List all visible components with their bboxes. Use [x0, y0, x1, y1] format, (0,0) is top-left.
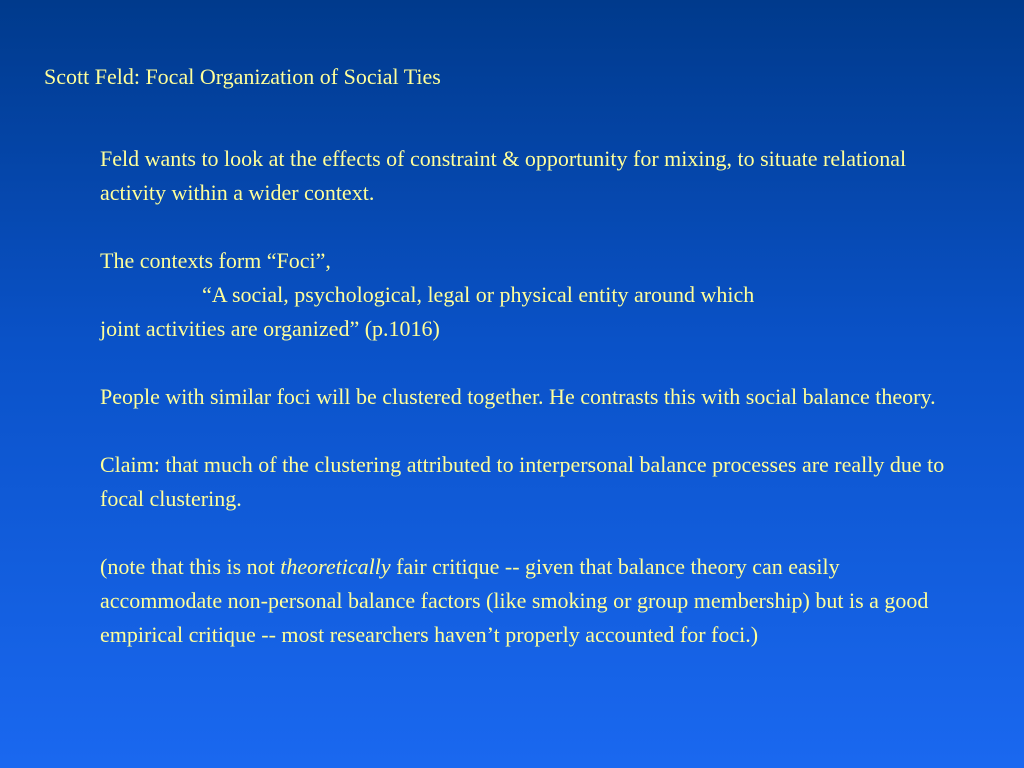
note-text-after: fair critique -- given that balance theory can easily accommodate non-personal balance factors (like smoking or group membership) but is a good empirical critique -- most researchers haven’t properly accounted for foci.) [100, 554, 929, 647]
foci-intro: The contexts form “Foci”, [100, 248, 331, 273]
foci-quote-line-1: “A social, psychological, legal or physical entity around which [202, 282, 755, 307]
slide-title: Scott Feld: Focal Organization of Social Ties [44, 64, 441, 89]
paragraph-clustering: People with similar foci will be clustered together. He contrasts this with social balance theory. [100, 384, 936, 409]
paragraph-feld-goal: Feld wants to look at the effects of constraint & opportunity for mixing, to situate relational activity within a wider context. [100, 146, 907, 205]
paragraph-note [100, 550, 960, 652]
paragraph-claim: Claim: that much of the clustering attributed to interpersonal balance processes are really due to focal clustering. [100, 452, 945, 511]
note-text-before: (note that this is not [100, 554, 281, 579]
paragraph-foci-definition [100, 244, 960, 346]
note-emphasis: theoretically [280, 554, 391, 579]
foci-quote-line-2: joint activities are organized” (p.1016) [100, 316, 440, 341]
slide-body [100, 142, 960, 652]
